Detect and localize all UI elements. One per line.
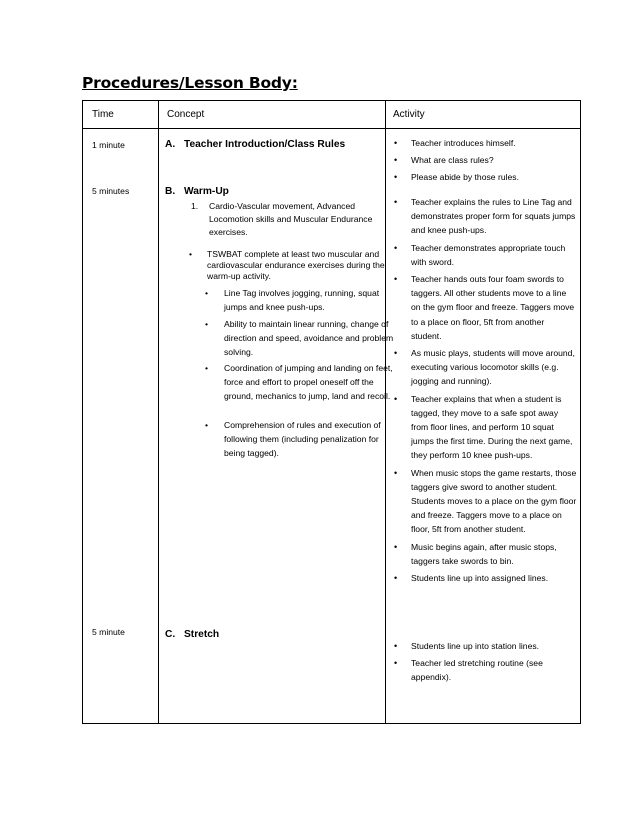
- detail-text: Comprehension of rules and execution of following them (including penalization for being tagged).: [224, 420, 381, 459]
- list-item: [393, 571, 577, 585]
- bullet-icon: •: [394, 658, 398, 669]
- list-item: [393, 136, 577, 150]
- item-text: Cardio-Vascular movement, Advanced Locomotion skills and Muscular Endurance exercises.: [209, 201, 373, 237]
- bullet-icon: •: [394, 393, 398, 404]
- time-warmup: 5 minutes: [92, 186, 130, 196]
- activity-text: Students line up into assigned lines.: [411, 573, 549, 584]
- bullet-icon: •: [394, 172, 398, 183]
- section-letter: C.: [165, 629, 176, 640]
- bullet-icon: •: [394, 348, 398, 359]
- list-item: [393, 195, 577, 238]
- activity-list-stretch: [393, 639, 577, 685]
- section-title: Warm-Up: [184, 186, 229, 197]
- activity-text: Teacher hands outs four foam swords to taggers. All other students move to a line on the gym floor and freeze. Taggers move to a place on floor, 5ft from another student.: [411, 274, 575, 341]
- bullet-icon: •: [394, 573, 398, 584]
- bullet-icon: •: [394, 541, 398, 552]
- section-title: Stretch: [184, 629, 220, 640]
- list-item: [393, 466, 577, 537]
- time-intro: 1 minute: [92, 140, 125, 150]
- bullet-icon: •: [205, 288, 209, 298]
- section-intro: [165, 139, 345, 150]
- lesson-table: [82, 100, 581, 724]
- column-divider: [158, 101, 159, 723]
- bullet-icon: •: [205, 319, 209, 329]
- section-letter: A.: [165, 139, 176, 150]
- item-number: 1.: [191, 201, 199, 211]
- bullet-icon: •: [205, 420, 209, 430]
- detail-text: Coordination of jumping and landing on feet, force and effort to propel oneself off the ground, mechanics to jump, land and recoil.: [224, 363, 393, 402]
- list-item: [393, 540, 577, 568]
- detail-text: Ability to maintain linear running, change of direction and speed, avoidance and problem solving.: [224, 319, 394, 358]
- bullet-icon: •: [394, 641, 398, 651]
- warmup-detail: [205, 361, 402, 404]
- list-item: [393, 153, 577, 167]
- bullet-icon: •: [189, 249, 193, 259]
- activity-text: Music begins again, after music stops, taggers take swords to bin.: [411, 541, 557, 566]
- header-divider: [83, 128, 580, 129]
- activity-text: Teacher introduces himself.: [411, 138, 516, 148]
- activity-text: Please abide by those rules.: [411, 172, 519, 183]
- activity-text: Teacher explains that when a student is tagged, they move to a safe spot away from floor lines, and perform 10 squat jumps the first time. During the next game, they perform 10 knee push-ups.: [411, 393, 573, 461]
- activity-list-intro: [393, 136, 577, 185]
- activity-text: As music plays, students will move around, executing various locomotor skills (e.g. jogging and running).: [411, 348, 575, 387]
- column-divider: [385, 101, 386, 723]
- warmup-detail: [205, 317, 402, 360]
- bullet-icon: •: [394, 467, 398, 478]
- activity-list-warmup: [393, 195, 577, 585]
- list-item: [393, 272, 577, 343]
- bullet-icon: •: [394, 197, 398, 207]
- bullet-icon: •: [394, 274, 398, 285]
- activity-text: What are class rules?: [411, 155, 494, 166]
- section-letter: B.: [165, 186, 176, 197]
- section-stretch: [165, 629, 219, 640]
- activity-text: Teacher explains the rules to Line Tag and demonstrates proper form for squats jumps and knee push-ups.: [411, 197, 576, 236]
- objective-text: TSWBAT complete at least two muscular and cardiovascular endurance exercises during the warm-up activity.: [207, 249, 385, 281]
- header-activity: Activity: [393, 109, 425, 120]
- time-stretch: 5 minute: [92, 627, 125, 637]
- activity-text: Students line up into station lines.: [411, 641, 540, 651]
- bullet-icon: •: [394, 138, 398, 148]
- activity-text: Teacher demonstrates appropriate touch with sword.: [411, 242, 566, 267]
- header-time: Time: [92, 109, 114, 120]
- list-item: [393, 170, 577, 184]
- warmup-numbered-item: [191, 200, 399, 239]
- list-item: [393, 656, 577, 684]
- bullet-icon: •: [394, 242, 398, 253]
- header-concept: Concept: [167, 109, 205, 120]
- bullet-icon: •: [394, 155, 398, 166]
- page-title: Procedures/Lesson Body:: [82, 74, 298, 92]
- activity-text: When music stops the game restarts, those taggers give sword to another student. Students moves to a place on the gym floor and freeze. Taggers move to a place on floor, 5ft from another student.: [411, 467, 577, 535]
- section-title: Teacher Introduction/Class Rules: [184, 139, 346, 150]
- list-item: [393, 346, 577, 389]
- warmup-detail: [205, 418, 402, 461]
- detail-text: Line Tag involves jogging, running, squat jumps and knee push-ups.: [224, 288, 380, 313]
- warmup-objective: [189, 249, 401, 282]
- list-item: [393, 639, 577, 653]
- list-item: [393, 241, 577, 269]
- section-warmup: [165, 186, 229, 197]
- bullet-icon: •: [205, 363, 209, 373]
- activity-text: Teacher led stretching routine (see appendix).: [411, 658, 543, 683]
- warmup-detail: [205, 286, 402, 314]
- list-item: [393, 392, 577, 463]
